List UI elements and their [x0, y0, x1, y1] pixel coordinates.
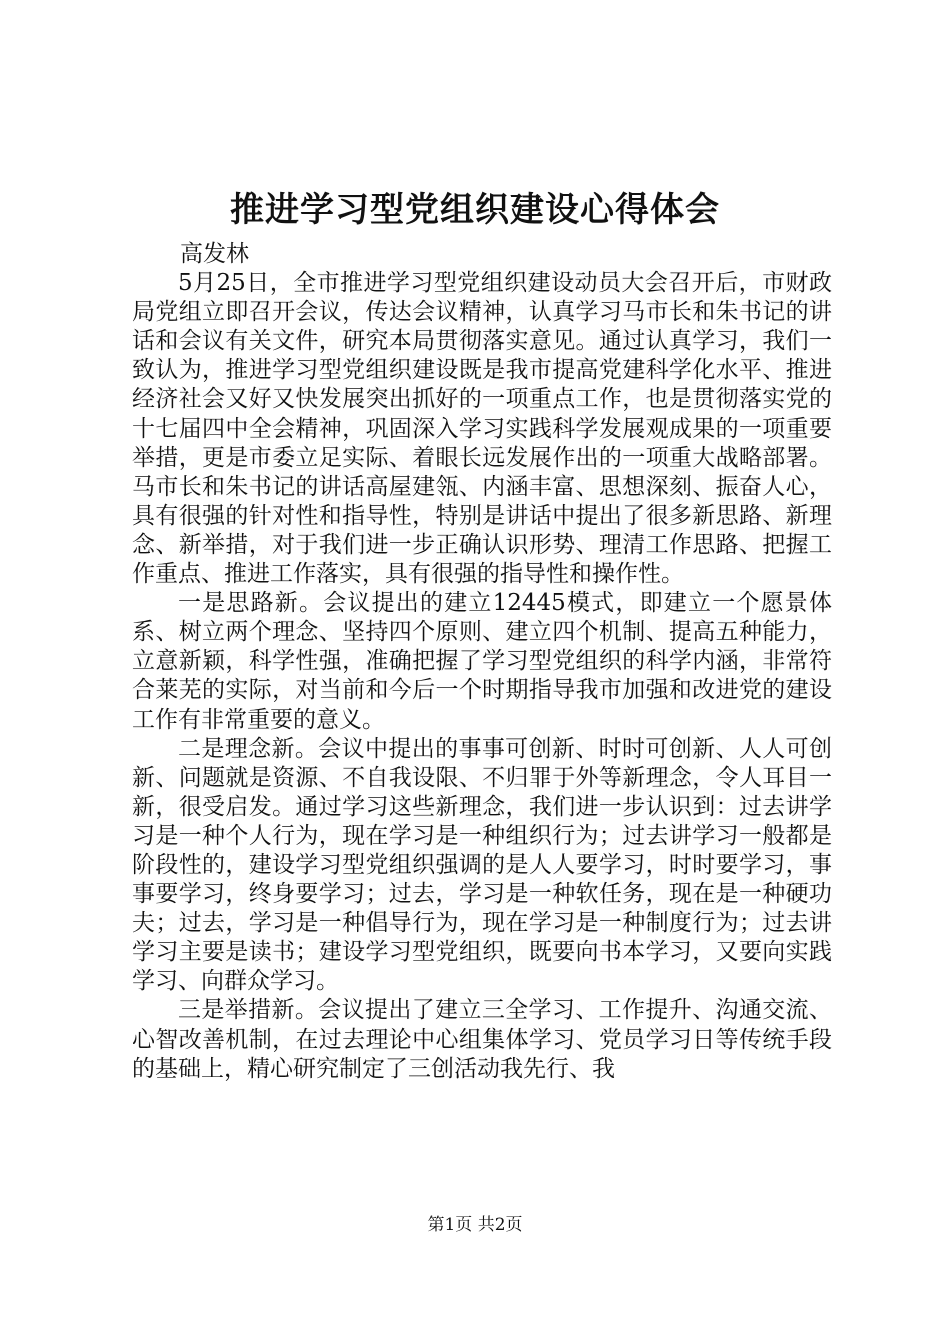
paragraph-point-one: 一是思路新。会议提出的建立12445模式，即建立一个愿景体系、树立两个理念、坚持四个原则、建立四个机制、提高五种能力，立意新颖，科学性强，准确把握了学习型党组织的科学内涵，非常符合莱芜的实际，对当前和今后一个时期指导我市加强和改进党的建设工作有非常重要的意义。 — [132, 590, 832, 733]
paragraph-point-three: 三是举措新。会议提出了建立三全学习、工作提升、沟通交流、心智改善机制，在过去理论中心组集体学习、党员学习日等传统手段的基础上，精心研究制定了三创活动我先行、我 — [132, 997, 832, 1082]
document-title: 推进学习型党组织建设心得体会 — [230, 190, 720, 230]
paragraph-intro: 5月25日，全市推进学习型党组织建设动员大会召开后，市财政局党组立即召开会议，传达会议精神，认真学习马市长和朱书记的讲话和会议有关文件，研究本局贯彻落实意见。通过认真学习，我们一致认为，推进学习型党组织建设既是我市提高党建科学化水平、推进经济社会又好又快发展突出抓好的一项重点工作，也是贯彻落实党的十七届四中全会精神，巩固深入学习实践科学发展观成果的一项重要举措，更是市委立足实际、着眼长远发展作出的一项重大战略部署。马市长和朱书记的讲话高屋建瓴、内涵丰富、思想深刻、振奋人心，具有很强的针对性和指导性，特别是讲话中提出了很多新思路、新理念、新举措，对于我们进一步正确认识形势、理清工作思路、把握工作重点、推进工作落实，具有很强的指导性和操作性。 — [132, 270, 832, 588]
author-name: 高发林 — [180, 241, 249, 267]
document-body — [132, 240, 832, 1084]
paragraph-point-two: 二是理念新。会议中提出的事事可创新、时时可创新、人人可创新、问题就是资源、不自我设限、不归罪于外等新理念，令人耳目一新，很受启发。通过学习这些新理念，我们进一步认识到：过去讲学习是一种个人行为，现在学习是一种组织行为；过去讲学习一般都是阶段性的，建设学习型党组织强调的是人人要学习，时时要学习，事事要学习，终身要学习；过去，学习是一种软任务，现在是一种硬功夫；过去，学习是一种倡导行为，现在学习是一种制度行为；过去讲学习主要是读书；建设学习型党组织，既要向书本学习，又要向实践学习、向群众学习。 — [132, 735, 832, 995]
page-number-footer: 第1页 共2页 — [427, 1215, 523, 1235]
